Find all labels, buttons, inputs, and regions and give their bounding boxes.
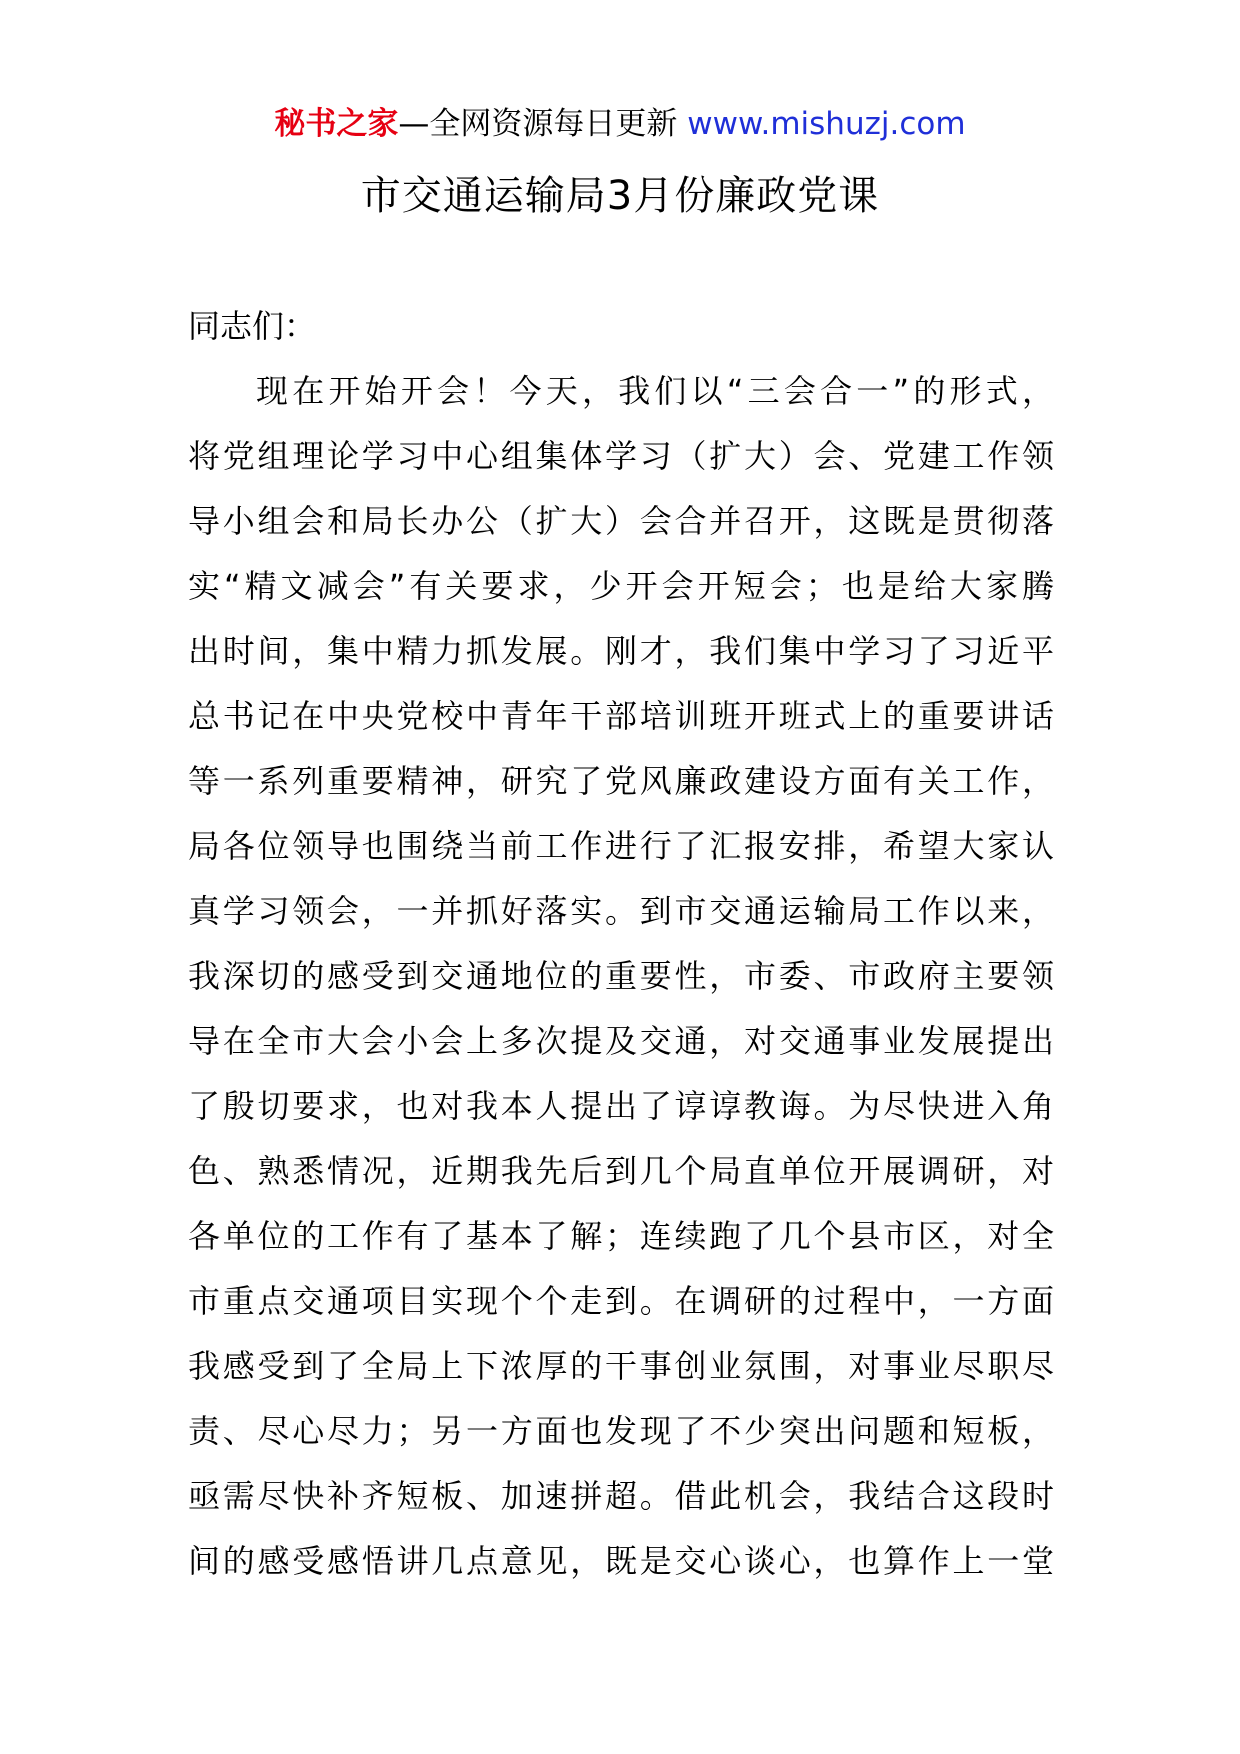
body-line: 实“精文减会”有关要求，少开会开短会；也是给大家腾 [188,567,1054,605]
watermark-header [0,102,1240,146]
body-line: 导在全市大会小会上多次提及交通，对交通事业发展提出 [188,1022,1054,1060]
brand-name: 秘书之家 [274,106,399,142]
body-line: 总书记在中央党校中青年干部培训班开班式上的重要讲话 [188,697,1054,735]
body-line: 导小组会和局长办公（扩大）会合并召开，这既是贯彻落 [188,502,1054,540]
body-line: 现在开始开会！今天，我们以“三会合一”的形式， [256,372,1054,410]
brand-tagline: —全网资源每日更新 [398,106,678,142]
body-line: 间的感受感悟讲几点意见，既是交心谈心，也算作上一堂 [188,1542,1054,1580]
body-line: 将党组理论学习中心组集体学习（扩大）会、党建工作领 [188,437,1054,475]
body-line: 我感受到了全局上下浓厚的干事创业氛围，对事业尽职尽 [188,1347,1054,1385]
document-title: 市交通运输局3月份廉政党课 [360,173,880,219]
body-line: 我深切的感受到交通地位的重要性，市委、市政府主要领 [188,957,1054,995]
body-line: 等一系列重要精神，研究了党风廉政建设方面有关工作， [188,762,1054,800]
greeting: 同志们： [188,307,317,345]
body-line: 了殷切要求，也对我本人提出了谆谆教诲。为尽快进入角 [188,1087,1054,1125]
body-line: 色、熟悉情况，近期我先后到几个局直单位开展调研，对 [188,1152,1054,1190]
document-body [188,294,1054,1594]
body-line: 市重点交通项目实现个个走到。在调研的过程中，一方面 [188,1282,1054,1320]
body-line: 责、尽心尽力；另一方面也发现了不少突出问题和短板， [188,1412,1054,1450]
body-line: 各单位的工作有了基本了解；连续跑了几个县市区，对全 [188,1217,1054,1255]
body-line: 真学习领会，一并抓好落实。到市交通运输局工作以来， [188,892,1054,930]
body-line: 局各位领导也围绕当前工作进行了汇报安排，希望大家认 [188,827,1054,865]
body-line: 亟需尽快补齐短板、加速拼超。借此机会，我结合这段时 [188,1477,1054,1515]
body-line: 出时间，集中精力抓发展。刚才，我们集中学习了习近平 [188,632,1054,670]
brand-url: www.mishuzj.com [677,106,966,142]
